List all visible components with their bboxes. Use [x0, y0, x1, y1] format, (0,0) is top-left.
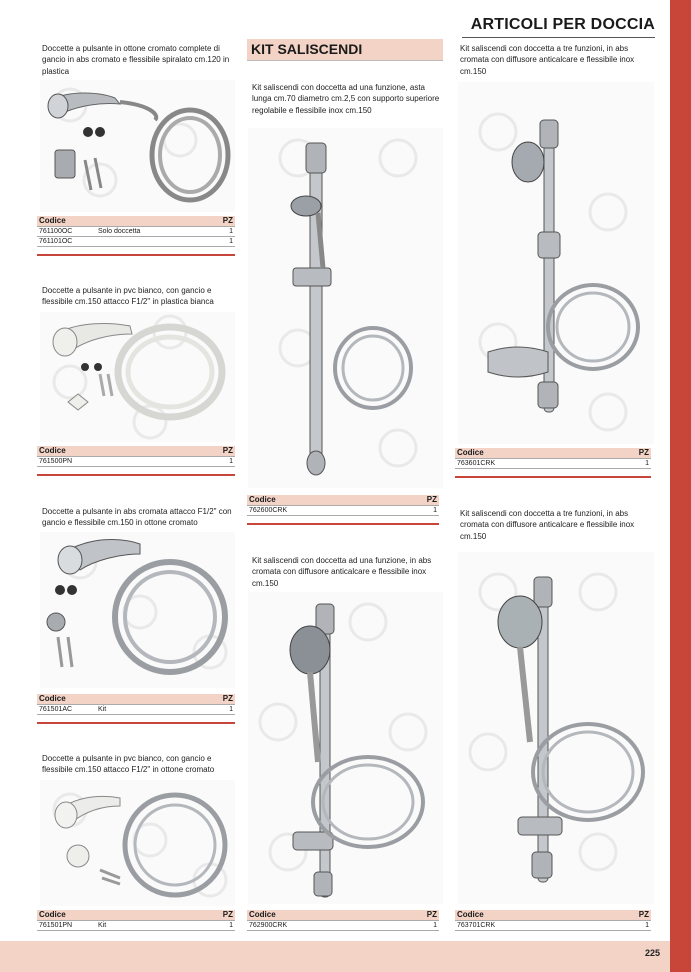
code-header: Codice: [37, 910, 96, 920]
table-row: [455, 458, 651, 468]
code-header: Codice: [37, 216, 96, 226]
product-code: 762900CRK: [247, 920, 306, 930]
product-code: 761100OC: [37, 226, 96, 236]
table-rule: [455, 476, 651, 478]
qty-header: PZ: [544, 448, 651, 458]
product-photo-slide-bar-kit-2: [248, 592, 443, 904]
code-table: [247, 495, 439, 516]
product-description: Doccette a pulsante in ottone cromato complete di gancio in abs cromato e flessibile spiralato cm.120 in plastica: [42, 44, 230, 76]
footer-band: [0, 941, 670, 972]
page-number: 225: [644, 948, 660, 958]
note-header: [96, 446, 126, 456]
product-photo-slide-bar-kit-1: [248, 128, 443, 488]
product-code: 761501AC: [37, 704, 96, 714]
product-photo-handshower-abs-chrome: [40, 532, 235, 688]
qty-header: PZ: [160, 910, 235, 920]
product-qty: 1: [160, 920, 235, 930]
note-header: [96, 694, 160, 704]
table-row: [37, 456, 235, 466]
product-code: 763601CRK: [455, 458, 514, 468]
product-note: Kit: [96, 704, 160, 714]
code-header: Codice: [455, 448, 514, 458]
product-photo-slide-bar-kit-3: [458, 82, 654, 444]
qty-header: PZ: [335, 910, 439, 920]
note-header: [306, 495, 335, 505]
code-table: [455, 910, 651, 931]
table-row: [37, 704, 235, 714]
product-qty: 1: [202, 236, 235, 246]
note-header: [306, 910, 335, 920]
header-rule: [462, 37, 655, 38]
code-table: [37, 446, 235, 467]
product-note: [514, 920, 544, 930]
product-photo-handshower-white: [40, 312, 235, 442]
qty-header: PZ: [126, 446, 235, 456]
product-description: Doccette a pulsante in pvc bianco, con gancio e flessibile cm.150 attacco F1/2" in ottone cromato: [42, 754, 215, 775]
code-header: Codice: [37, 446, 96, 456]
section-title: KIT SALISCENDI: [251, 41, 363, 57]
table-row: [455, 920, 651, 930]
table-rule: [247, 523, 439, 525]
product-description: Doccette a pulsante in pvc bianco, con gancio e flessibile cm.150 attacco F1/2" in plastica bianca: [42, 286, 214, 307]
product-code: 761101OC: [37, 236, 96, 246]
product-description: Kit saliscendi con doccetta ad una funzione, asta lunga cm.70 diametro cm.2,5 con supporto superiore regolabile e flessibile inox cm.150: [252, 83, 440, 115]
note-header: [96, 910, 160, 920]
code-header: Codice: [455, 910, 514, 920]
code-header: Codice: [247, 910, 306, 920]
code-table: [37, 910, 235, 931]
table-rule: [37, 254, 235, 256]
note-header: [514, 448, 544, 458]
product-description: Kit saliscendi con doccetta a tre funzioni, in abs cromata con diffusore anticalcare e flessibile inox cm.150: [460, 44, 635, 76]
product-code: 762600CRK: [247, 505, 306, 515]
qty-header: PZ: [335, 495, 439, 505]
product-note: Kit: [96, 920, 160, 930]
product-note: [306, 505, 335, 515]
qty-header: PZ: [160, 694, 235, 704]
page-title: ARTICOLI PER DOCCIA: [470, 16, 655, 33]
product-qty: 1: [544, 920, 651, 930]
table-row: [37, 920, 235, 930]
code-table: [37, 694, 235, 715]
product-photo-handshower-chrome: [40, 80, 235, 212]
code-table: [247, 910, 439, 931]
product-photo-slide-bar-kit-4: [458, 552, 654, 904]
product-qty: 1: [335, 505, 439, 515]
product-qty: 1: [335, 920, 439, 930]
product-code: 761500PN: [37, 456, 96, 466]
product-description: Kit saliscendi con doccetta ad una funzione, in abs cromata con diffusore anticalcare e flessibile inox cm.150: [252, 556, 432, 588]
table-row: [37, 226, 235, 236]
product-qty: 1: [126, 456, 235, 466]
qty-header: PZ: [202, 216, 235, 226]
product-note: Solo doccetta: [96, 226, 202, 236]
code-table: [455, 448, 651, 469]
code-table: [37, 216, 235, 247]
qty-header: PZ: [544, 910, 651, 920]
table-row: [247, 920, 439, 930]
side-accent-bar: [670, 0, 691, 972]
product-photo-handshower-white-kit: [40, 780, 235, 906]
product-note: [96, 456, 126, 466]
code-header: Codice: [247, 495, 306, 505]
note-header: [96, 216, 202, 226]
section-header: [247, 39, 443, 61]
table-row: [247, 505, 439, 515]
product-description: Doccette a pulsante in abs cromata attacco F1/2" con gancio e flessibile cm.150 in ottone cromato: [42, 507, 232, 528]
product-note: [306, 920, 335, 930]
product-qty: 1: [202, 226, 235, 236]
page-header: [430, 16, 655, 34]
product-code: 763701CRK: [455, 920, 514, 930]
note-header: [514, 910, 544, 920]
product-description: Kit saliscendi con doccetta a tre funzioni, in abs cromata con diffusore anticalcare e flessibile inox cm.150: [460, 509, 635, 541]
product-note: [96, 236, 202, 246]
product-note: [514, 458, 544, 468]
product-qty: 1: [544, 458, 651, 468]
table-rule: [37, 722, 235, 724]
product-code: 761501PN: [37, 920, 96, 930]
code-header: Codice: [37, 694, 96, 704]
table-row: [37, 236, 235, 246]
product-qty: 1: [160, 704, 235, 714]
table-rule: [37, 474, 235, 476]
